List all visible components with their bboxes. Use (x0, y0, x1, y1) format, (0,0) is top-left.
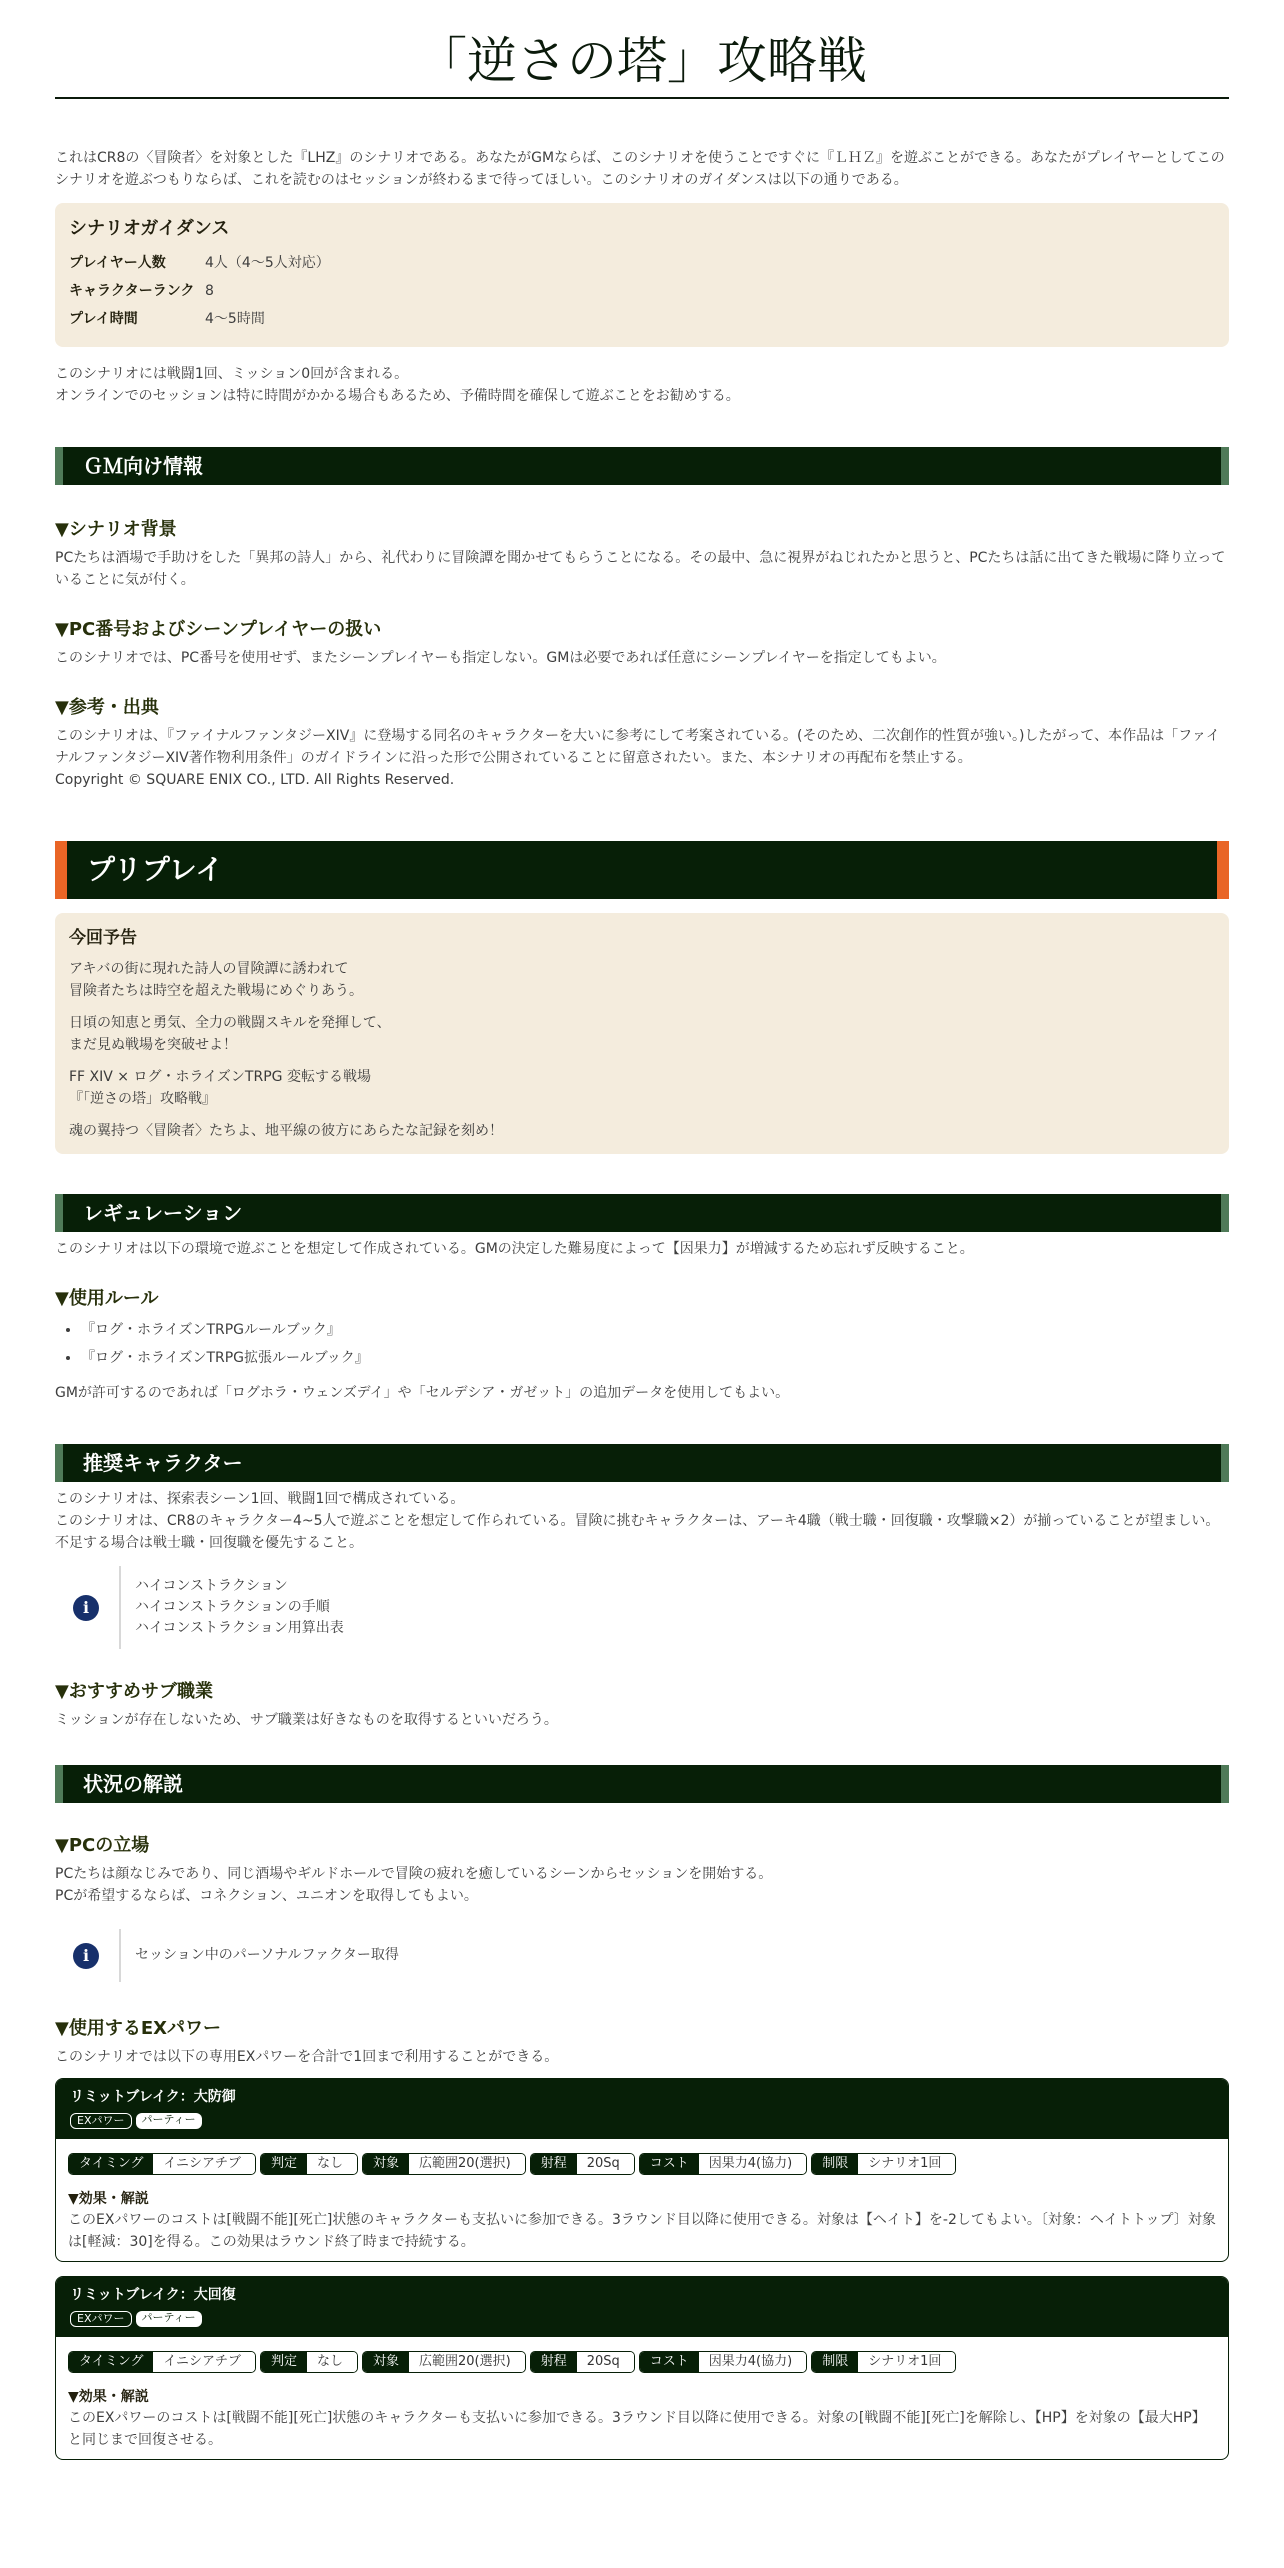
stat-target (362, 2351, 526, 2373)
stat-key: 対象 (363, 2154, 409, 2174)
stat-timing (68, 2153, 256, 2175)
intro-text: これはCR8の〈冒険者〉を対象とした『LHZ』のシナリオである。あなたがGMならば、このシナリオを使うことですぐに『ＬＨＺ』を遊ぶことができる。あなたがプレイヤーとしてこのシナリオを遊ぶつもりならば、これを読むのはセッションが終わるまで待ってほしい。このシナリオのガイダンスは以下の通りである。 (55, 149, 1225, 188)
background-text: PCたちは酒場で手助けをした「異邦の詩人」から、礼代わりに冒険譚を聞かせてもらうことになる。その最中、急に視界がねじれたかと思うと、PCたちは話に出てきた戦場に降り立っていることに気が付く。 (55, 550, 1226, 589)
stat-cost (639, 2351, 807, 2373)
rules-list (81, 1316, 1229, 1372)
ex-power-header (56, 2277, 1228, 2337)
info-line: ハイコンストラクションの手順 (135, 1599, 330, 1616)
ex-power-stats (68, 2351, 1216, 2373)
tag: EXパワー (70, 2113, 132, 2129)
subheading-rules: ▼使用ルール (55, 1288, 159, 1310)
rules-note: GMが許可するのであれば「ログホラ・ウェンズデイ」や「セルデシア・ガゼット」の追加データを使用してもよい。 (55, 1385, 790, 1402)
stat-key: 判定 (261, 2352, 307, 2372)
stat-limit (811, 2351, 956, 2373)
stat-value: シナリオ1回 (858, 2154, 955, 2174)
guidance-key: プレイ時間 (69, 311, 138, 328)
copyright-text: Copyright © SQUARE ENIX CO., LTD. All Rights Reserved. (55, 772, 455, 789)
stat-value: 広範囲20(選択) (409, 2154, 525, 2174)
stat-value: シナリオ1回 (858, 2352, 955, 2372)
stat-check (260, 2153, 358, 2175)
tag: EXパワー (70, 2311, 132, 2327)
stat-target (362, 2153, 526, 2175)
stat-key: 射程 (531, 2352, 577, 2372)
scenario-guidance-box (55, 203, 1229, 348)
pc-position-section (55, 1833, 1229, 1907)
stat-value: 20Sq (577, 2154, 634, 2174)
stat-key: コスト (640, 2352, 699, 2372)
preview-line: 魂の翼持つ〈冒険者〉たちよ、地平線の彼方にあらたな記録を刻め！ (69, 1123, 503, 1140)
ex-power-name: リミットブレイク：大防御 (70, 2089, 236, 2106)
stat-key: 制限 (812, 2154, 858, 2174)
preview-paragraph (69, 958, 1215, 1002)
rules-section (55, 1286, 1229, 1404)
stat-range (530, 2351, 635, 2373)
stat-value: 広範囲20(選択) (409, 2352, 525, 2372)
ex-power-text: このシナリオでは以下の専用EXパワーを合計で1回まで利用することができる。 (55, 2049, 559, 2066)
stat-value: 因果力4(協力) (699, 2352, 806, 2372)
section-heading-gm: ＧＭ向け情報 (55, 447, 1229, 485)
preview-line: アキバの街に現れた詩人の冒険譚に誘われて (69, 961, 349, 978)
stat-value: イニシアチブ (153, 2154, 254, 2174)
info-box-construction (65, 1566, 1229, 1649)
preview-title: 今回予告 (69, 928, 137, 949)
pc-number-section (55, 617, 1229, 669)
stat-key: タイミング (69, 2352, 153, 2372)
stat-value: イニシアチブ (153, 2352, 254, 2372)
stat-timing (68, 2351, 256, 2373)
guidance-value: 8 (205, 283, 214, 300)
stat-value: 20Sq (577, 2352, 634, 2372)
tag: パーティー (136, 2113, 202, 2129)
stat-key: 判定 (261, 2154, 307, 2174)
guidance-note: このシナリオには戦闘1回、ミッション0回が含まれる。 (55, 366, 409, 383)
effect-heading: ▼効果・解説 (68, 2191, 149, 2208)
scenario-background (55, 517, 1229, 591)
guidance-value: 4～5時間 (205, 311, 265, 328)
rules-list-item: • 『ログ・ホライズンTRPG拡張ルールブック』 (81, 1344, 1229, 1372)
subheading-sub-job: ▼おすすめサブ職業 (55, 1681, 214, 1703)
rules-list-item: • 『ログ・ホライズンTRPGルールブック』 (81, 1316, 1229, 1344)
stat-check (260, 2351, 358, 2373)
stat-value: 因果力4(協力) (699, 2154, 806, 2174)
guidance-key: キャラクターランク (69, 283, 195, 300)
guidance-key: プレイヤー人数 (69, 255, 166, 272)
preview-line: まだ見ぬ戦場を突破せよ！ (69, 1037, 237, 1054)
ex-power-body (56, 2337, 1228, 2459)
guidance-row (69, 305, 1215, 333)
stat-limit (811, 2153, 956, 2175)
preview-paragraph (69, 1012, 1215, 1056)
guidance-title: シナリオガイダンス (69, 217, 230, 239)
preview-line: 冒険者たちは時空を超えた戦場にめぐりあう。 (69, 983, 363, 1000)
ex-power-name: リミットブレイク：大回復 (70, 2287, 236, 2304)
pc-position-line: PCたちは顔なじみであり、同じ酒場やギルドホールで冒険の疲れを癒しているシーンからセッションを開始する。 (55, 1866, 773, 1883)
info-line: ハイコンストラクション用算出表 (135, 1620, 344, 1637)
stat-key: 射程 (531, 2154, 577, 2174)
sub-job-text: ミッションが存在しないため、サブ職業は好きなものを取得するといいだろう。 (55, 1712, 558, 1729)
ex-power-stats (68, 2153, 1216, 2175)
subheading-pc-position: ▼PCの立場 (55, 1835, 150, 1857)
info-box-personal-factor (65, 1929, 1229, 1982)
stat-cost (639, 2153, 807, 2175)
preview-line: 日頃の知恵と勇気、全力の戦闘スキルを発揮して、 (69, 1015, 391, 1032)
subheading-reference: ▼参考・出典 (55, 697, 159, 719)
recommended-text (55, 1488, 1229, 1554)
stat-key: タイミング (69, 2154, 153, 2174)
preview-paragraph (69, 1066, 1215, 1110)
sub-job-section (55, 1679, 1229, 1731)
stat-key: 対象 (363, 2352, 409, 2372)
stat-key: コスト (640, 2154, 699, 2174)
effect-text: このEXパワーのコストは[戦闘不能][死亡]状態のキャラクターも支払いに参加できる。3ラウンド目以降に使用できる。対象は【ヘイト】を-2してもよい。〔対象：ヘイトトップ〕対象は[軽減：30]を得る。この効果はラウンド終了時まで持続する。 (68, 2212, 1216, 2251)
pc-position-line: PCが希望するならば、コネクション、ユニオンを取得してもよい。 (55, 1888, 478, 1905)
preview-box (55, 913, 1229, 1154)
stat-range (530, 2153, 635, 2175)
stat-value: なし (307, 2154, 357, 2174)
guidance-notes (55, 363, 1229, 407)
ex-power-card (55, 2276, 1229, 2460)
stat-key: 制限 (812, 2352, 858, 2372)
ex-power-header (56, 2079, 1228, 2139)
recommended-line: このシナリオは、CR8のキャラクター4~5人で遊ぶことを想定して作られている。冒険に挑むキャラクターは、アーキ4職（戦士職・回復職・攻撃職×2）が揃っていることが望ましい。不足する場合は戦士職・回復職を優先すること。 (55, 1513, 1220, 1552)
section-heading-preplay: プリプレイ (55, 841, 1229, 899)
guidance-row (69, 249, 1215, 277)
info-line: ハイコンストラクション (135, 1578, 288, 1595)
ex-power-section (55, 2016, 1229, 2068)
info-text (119, 1929, 413, 1982)
ex-power-card (55, 2078, 1229, 2262)
preview-paragraph (69, 1120, 1215, 1142)
tag: パーティー (136, 2311, 202, 2327)
section-heading-situation: 状況の解説 (55, 1765, 1229, 1803)
section-heading-recommended: 推奨キャラクター (55, 1444, 1229, 1482)
reference-section (55, 695, 1229, 791)
info-line: セッション中のパーソナルファクター取得 (135, 1947, 399, 1964)
effect-text: このEXパワーのコストは[戦闘不能][死亡]状態のキャラクターも支払いに参加できる。3ラウンド目以降に使用できる。対象の[戦闘不能][死亡]を解除し、【HP】を対象の【最大HP】と同じまで回復させる。 (68, 2410, 1206, 2449)
guidance-note: オンラインでのセッションは特に時間がかかる場合もあるため、予備時間を確保して遊ぶことをお勧めする。 (55, 388, 740, 405)
guidance-value: 4人（4～5人対応） (205, 255, 330, 272)
pc-number-text: このシナリオでは、PC番号を使用せず、またシーンプレイヤーも指定しない。GMは必要であれば任意にシーンプレイヤーを指定してもよい。 (55, 650, 946, 667)
recommended-line: このシナリオは、探索表シーン1回、戦闘1回で構成されている。 (55, 1491, 465, 1508)
preview-line: FF XIV × ログ・ホライズンTRPG 変転する戦場 (69, 1069, 371, 1086)
section-heading-regulation: レギュレーション (55, 1194, 1229, 1232)
subheading-pc-number: ▼PC番号およびシーンプレイヤーの扱い (55, 619, 382, 641)
stat-value: なし (307, 2352, 357, 2372)
info-icon: i (65, 1595, 107, 1621)
preview-line: 『「逆さの塔」攻略戦』 (69, 1091, 216, 1108)
page-title: 「逆さの塔」攻略戦 (55, 30, 1229, 99)
subheading-ex-power: ▼使用するEXパワー (55, 2018, 222, 2040)
info-text (119, 1566, 358, 1649)
effect-heading: ▼効果・解説 (68, 2389, 149, 2406)
guidance-row (69, 277, 1215, 305)
subheading-background: ▼シナリオ背景 (55, 519, 177, 541)
regulation-text: このシナリオは以下の環境で遊ぶことを想定して作成されている。GMの決定した難易度によって【因果力】が増減するため忘れず反映すること。 (55, 1241, 974, 1258)
ex-power-body (56, 2139, 1228, 2261)
ex-power-tags (70, 2311, 1214, 2327)
ex-power-tags (70, 2113, 1214, 2129)
info-icon: i (65, 1943, 107, 1969)
reference-text: このシナリオは、『ファイナルファンタジーXIV』に登場する同名のキャラクターを大いに参考にして考案されている。(そのため、二次創作的性質が強い。)したがって、本作品は「ファイナルファンタジーXIV著作物利用条件」のガイドラインに沿った形で公開されていることに留意されたい。また、本シナリオの再配布を禁止する。 (55, 728, 1220, 767)
